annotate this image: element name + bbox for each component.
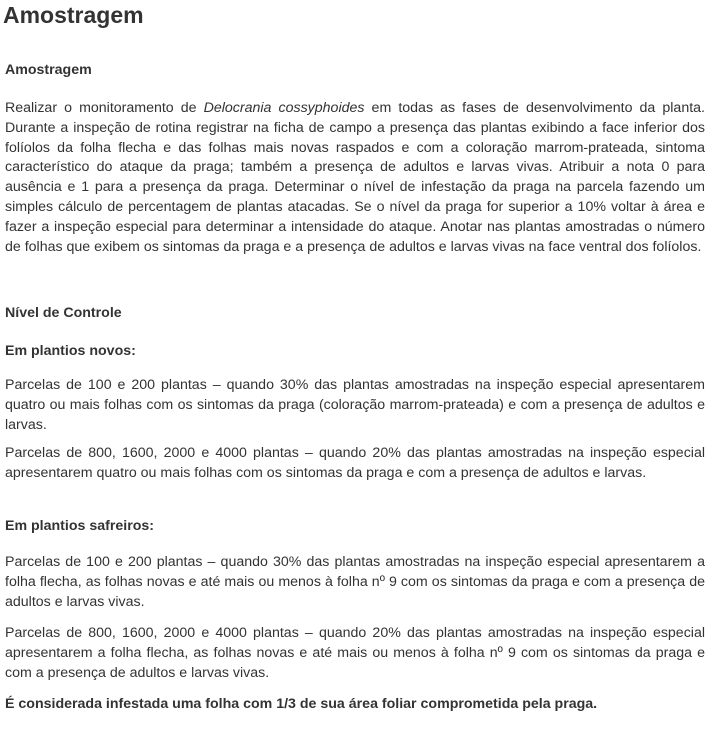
infestation-definition-note: É considerada infestada uma folha com 1/3 de sua área foliar comprometida pela praga. xyxy=(5,696,598,712)
harvest-plantings-paragraph-1: Parcelas de 100 e 200 plantas – quando 30% das plantas amostradas na inspeção especial apresentarem a folha flecha, as folhas novas e até mais ou menos à folha nº 9 com os sintomas da praga e com a presença de adultos e larvas vivas. xyxy=(5,554,705,610)
sampling-paragraph xyxy=(5,99,705,257)
page-title: Amostragem xyxy=(3,2,144,28)
section-heading-sampling: Amostragem xyxy=(5,62,92,78)
subheading-harvest-plantings: Em plantios safreiros: xyxy=(5,518,155,534)
sampling-text-before: Realizar o monitoramento de xyxy=(5,100,204,116)
section-heading-control-level: Nível de Controle xyxy=(5,305,122,321)
new-plantings-paragraph-1: Parcelas de 100 e 200 plantas – quando 30% das plantas amostradas na inspeção especial apresentarem quatro ou mais folhas com os sintomas da praga (coloração marrom-prateada) e com a presença de adultos e larvas. xyxy=(5,377,705,433)
subheading-new-plantings: Em plantios novos: xyxy=(5,343,136,359)
new-plantings-paragraph-2: Parcelas de 800, 1600, 2000 e 4000 plantas – quando 20% das plantas amostradas na inspeção especial apresentarem quatro ou mais folhas com os sintomas da praga e com a presença de adultos e larvas. xyxy=(5,445,705,481)
sampling-text-after: em todas as fases de desenvolvimento da planta. Durante a inspeção de rotina registrar na ficha de campo a presença das plantas exibindo a face inferior dos folíolos da folha flecha e das folhas mais novas raspados e com a coloração marrom-prateada, sintoma característico do ataque da praga; também a presença de adultos e larvas vivas. Atribuir a nota 0 para ausência e 1 para a presença da praga. Determinar o nível de infestação da praga na parcela fazendo um simples cálculo de percentagem de plantas atacadas. Se o nível da praga for superior a 10% voltar à área e fazer a inspeção especial para determinar a intensidade do ataque. Anotar nas plantas amostradas o número de folhas que exibem os sintomas da praga e a presença de adultos e larvas vivas na face ventral dos folíolos. xyxy=(5,100,705,255)
species-name: Delocrania cossyphoides xyxy=(203,100,365,116)
harvest-plantings-paragraph-2: Parcelas de 800, 1600, 2000 e 4000 plantas – quando 20% das plantas amostradas na inspeção especial apresentarem a folha flecha, as folhas novas e até mais ou menos à folha nº 9 com os sintomas da praga e com a presença de adultos e larvas vivas. xyxy=(5,625,705,681)
